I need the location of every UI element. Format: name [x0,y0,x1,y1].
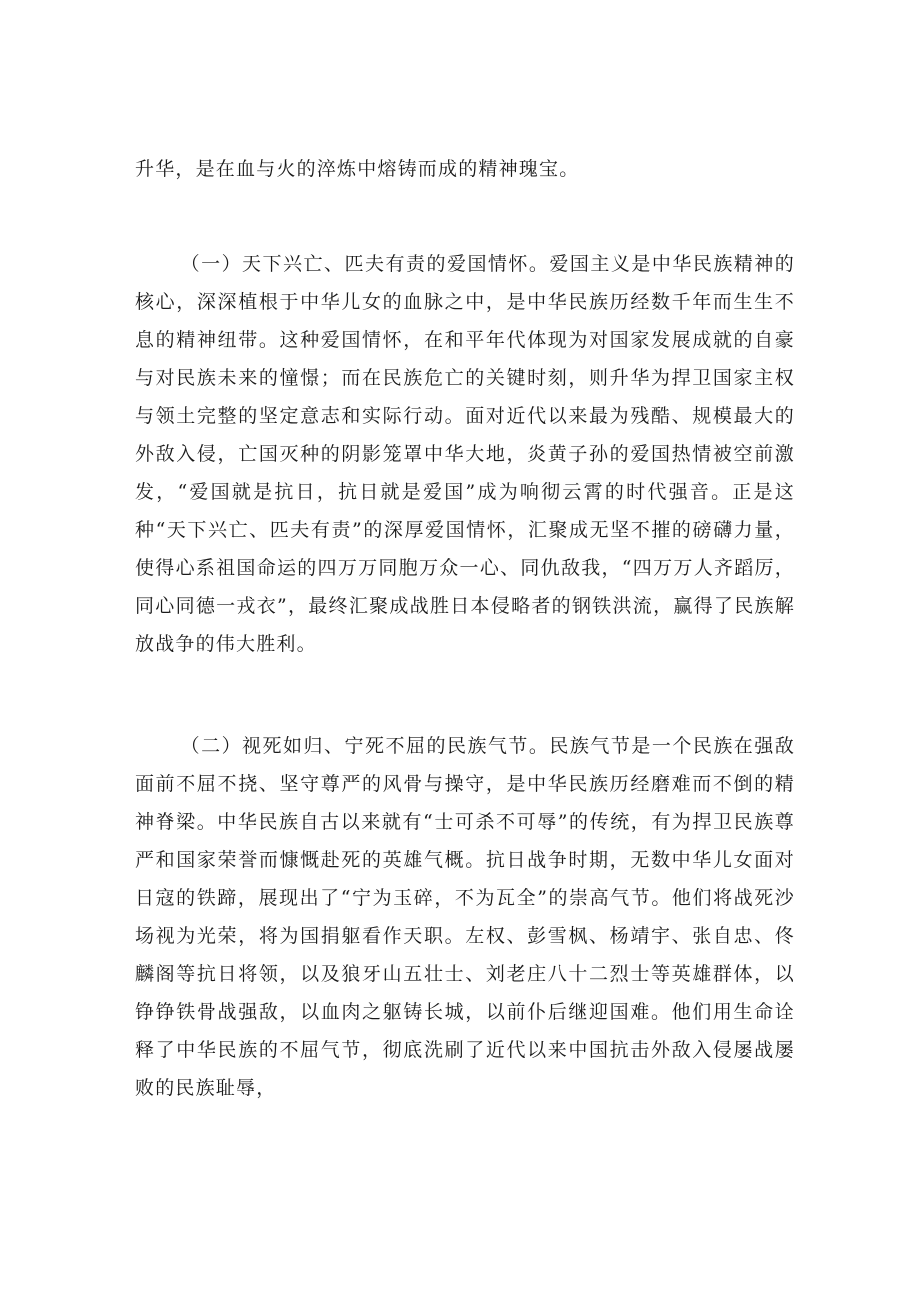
paragraph-section-2 [135,727,795,1107]
paragraph-text: （二）视死如归、宁死不屈的民族气节。民族气节是一个民族在强敌面前不屈不挠、坚守尊严的风骨与操守，是中华民族历经磨难而不倒的精神脊梁。中华民族自古以来就有“士可杀不可辱”的传统，有为捍卫民族尊严和国家荣誉而慷慨赴死的英雄气概。抗日战争时期，无数中华儿女面对日寇的铁蹄，展现出了“宁为玉碎，不为瓦全”的崇高气节。他们将战死沙场视为光荣，将为国捐躯看作天职。左权、彭雪枫、杨靖宇、张自忠、佟麟阁等抗日将领，以及狼牙山五壮士、刘老庄八十二烈士等英雄群体，以铮铮铁骨战强敌，以血肉之躯铸长城，以前仆后继迎国难。他们用生命诠释了中华民族的不屈气节，彻底洗刷了近代以来中国抗击外敌入侵屡战屡败的民族耻辱， [135,735,795,1099]
paragraph-text: （一）天下兴亡、匹夫有责的爱国情怀。爱国主义是中华民族精神的核心，深深植根于中华儿女的血脉之中，是中华民族历经数千年而生生不息的精神纽带。这种爱国情怀，在和平年代体现为对国家发展成就的自豪与对民族未来的憧憬；而在民族危亡的关键时刻，则升华为捍卫国家主权与领土完整的坚定意志和实际行动。面对近代以来最为残酷、规模最大的外敌入侵，亡国灭种的阴影笼罩中华大地，炎黄子孙的爱国热情被空前激发，“爱国就是抗日，抗日就是爱国”成为响彻云霄的时代强音。正是这种“天下兴亡、匹夫有责”的深厚爱国情怀，汇聚成无坚不摧的磅礴力量，使得心系祖国命运的四万万同胞万众一心、同仇敌我，“四万万人齐蹈厉，同心同德一戎衣”，最终汇聚成战胜日本侵略者的钢铁洪流，赢得了民族解放战争的伟大胜利。 [135,253,795,655]
paragraph-text: 升华，是在血与火的淬炼中熔铸而成的精神瑰宝。 [135,158,580,180]
paragraph-section-1 [135,245,795,663]
paragraph-continued [135,150,795,188]
